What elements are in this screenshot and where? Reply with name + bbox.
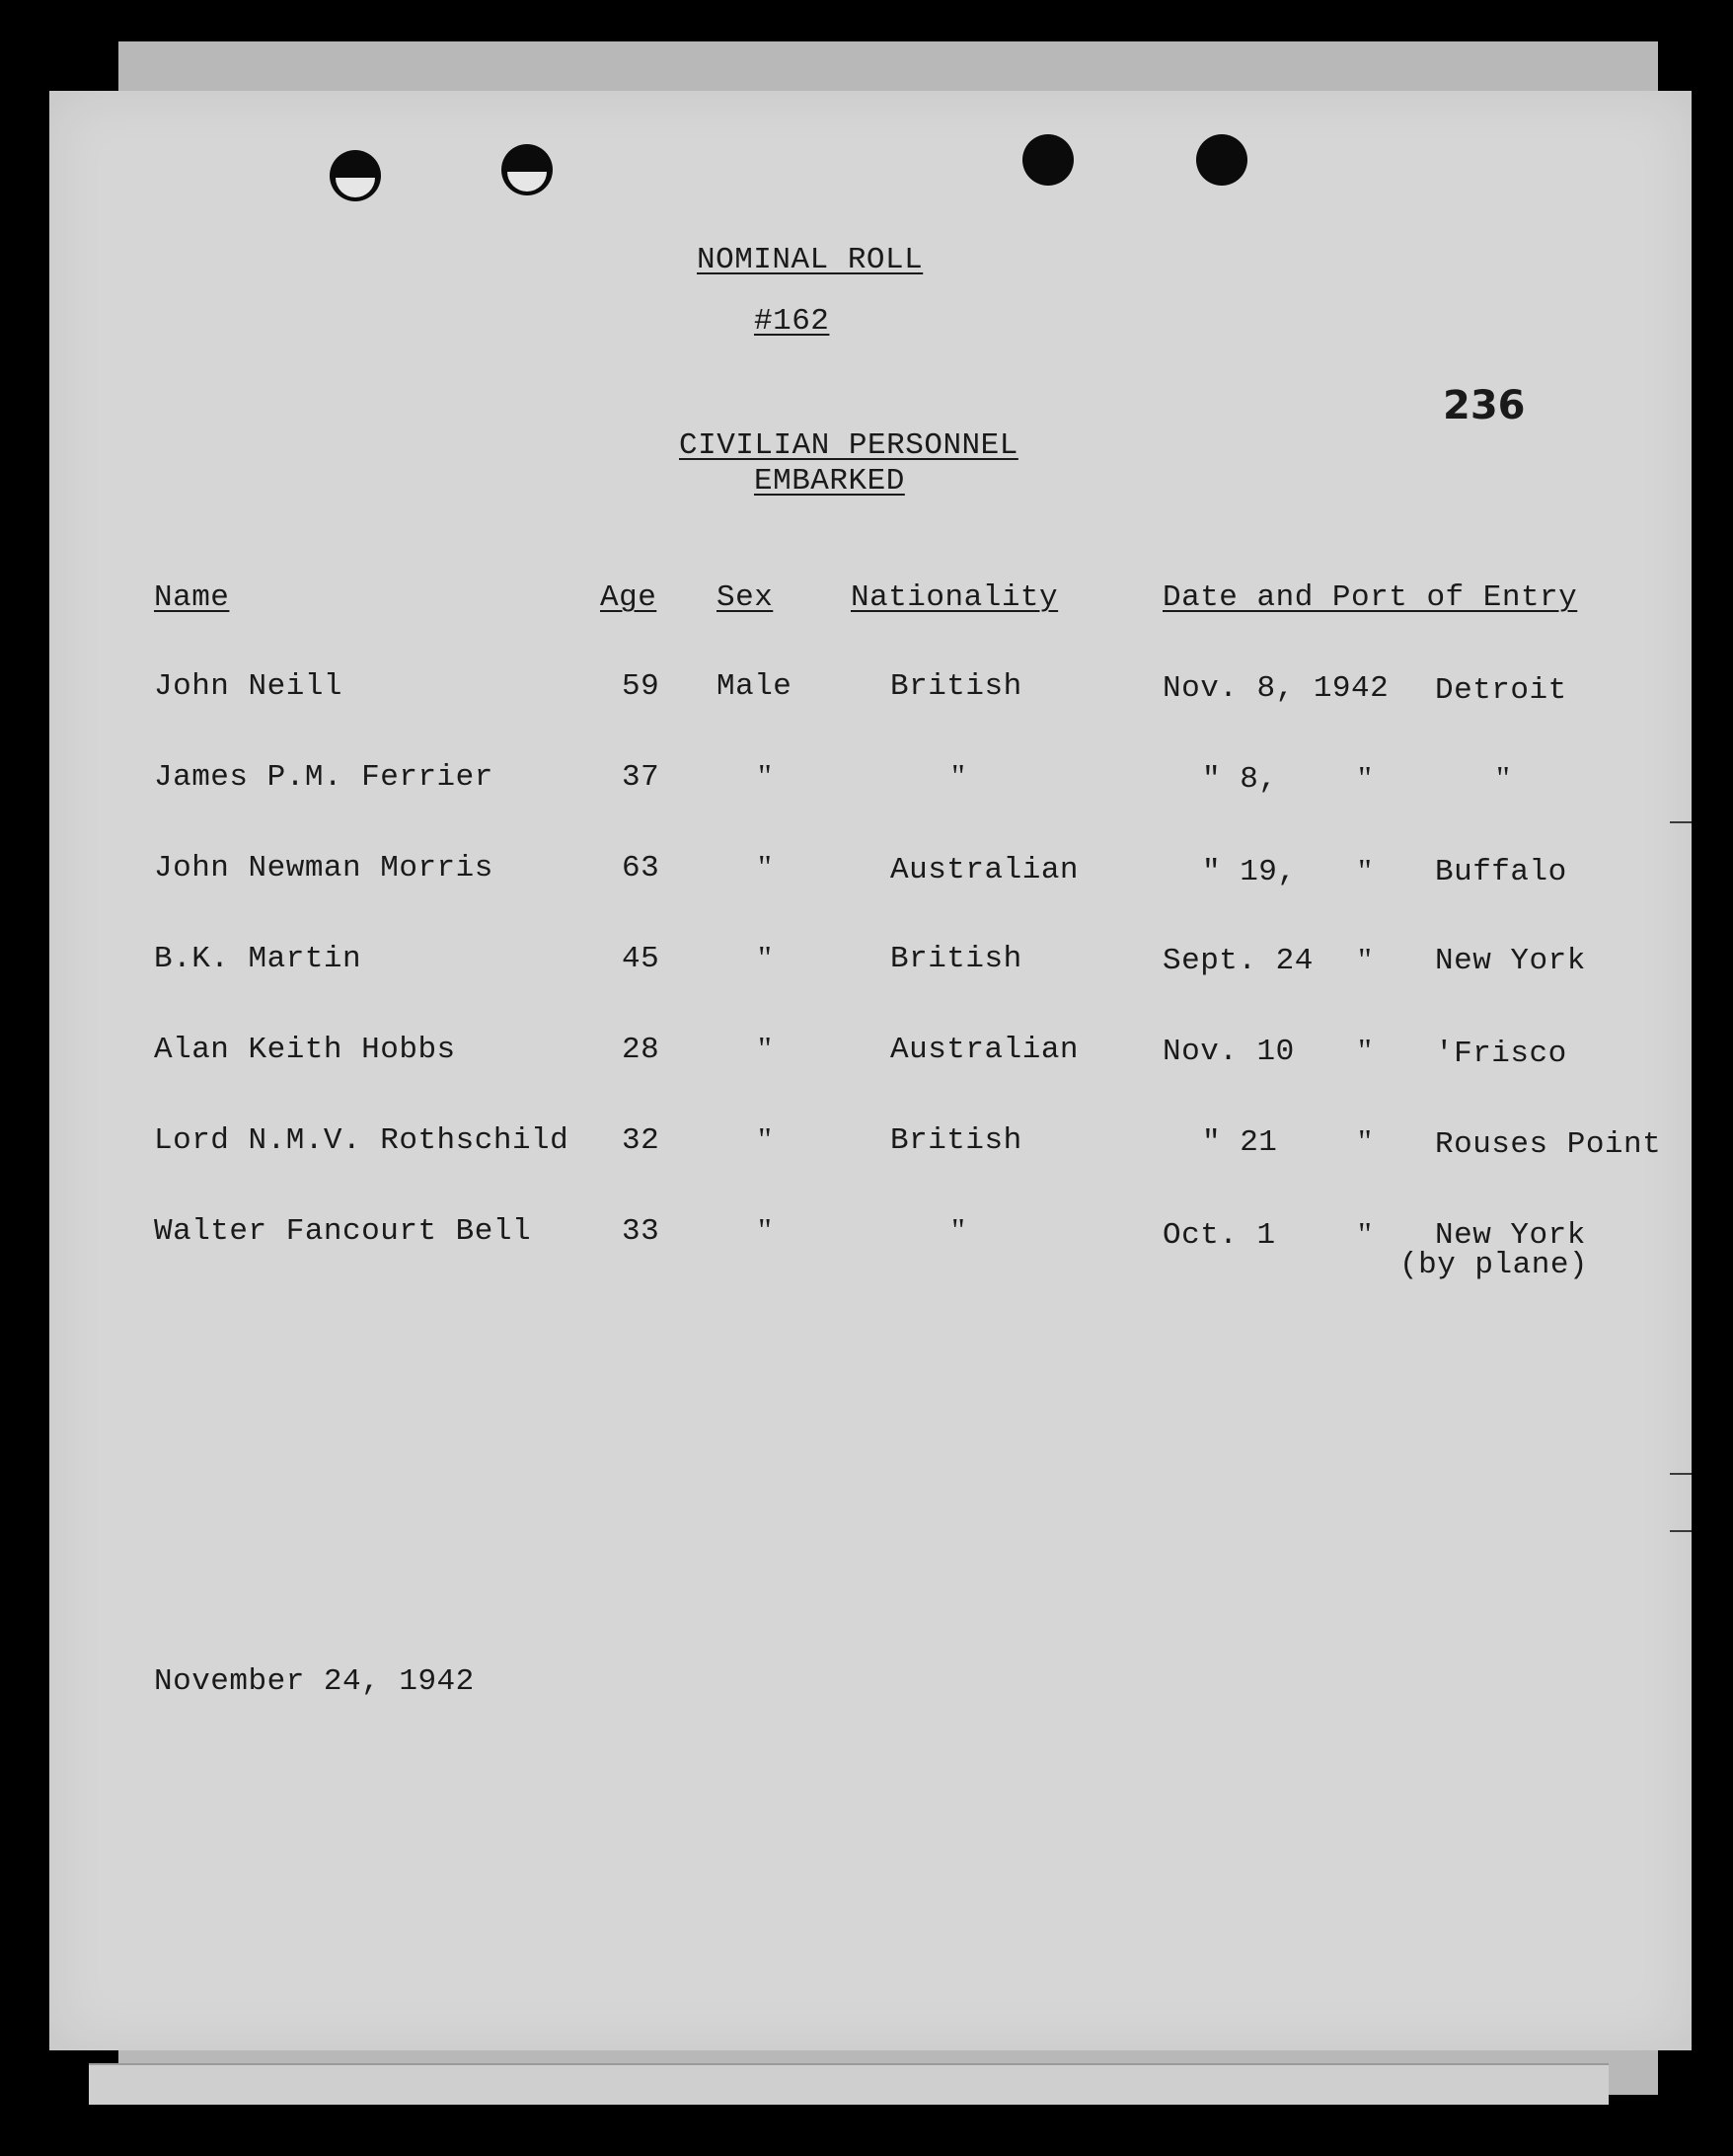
row-1-port: Detroit [1435, 673, 1567, 708]
header-nationality: Nationality [851, 580, 1059, 615]
row-7-date: Oct. 1 [1163, 1218, 1276, 1253]
row-2-port: " [1496, 760, 1511, 797]
row-5-port: 'Frisco [1435, 1037, 1567, 1071]
row-2-year-ditto: " [1358, 760, 1373, 797]
row-4-sex: " [758, 940, 773, 976]
row-7-sex: " [758, 1212, 773, 1249]
underlying-sheet-bottom-edge [89, 2063, 1609, 2105]
row-1-date: Nov. 8, 1942 [1163, 671, 1390, 706]
row-2-date: " 8, [1202, 762, 1278, 797]
row-4-name: B.K. Martin [154, 942, 362, 976]
header-age: Age [600, 580, 657, 615]
row-1-age: 59 [622, 669, 660, 704]
row-4-date: Sept. 24 [1163, 944, 1314, 978]
row-7-nationality: " [951, 1212, 966, 1249]
row-6-port: Rouses Point [1435, 1127, 1662, 1162]
row-7-port-note: (by plane) [1399, 1248, 1589, 1282]
page-number: 236 [1443, 383, 1526, 428]
row-5-year-ditto: " [1358, 1033, 1373, 1069]
row-3-date: " 19, [1202, 855, 1297, 889]
row-3-nationality: Australian [890, 853, 1080, 887]
row-5-age: 28 [622, 1033, 660, 1067]
row-6-date: " 21 [1202, 1125, 1278, 1160]
row-1-name: John Neill [154, 669, 343, 704]
row-4-age: 45 [622, 942, 660, 976]
header-sex: Sex [716, 580, 774, 615]
document-date: November 24, 1942 [154, 1664, 475, 1699]
row-1-nationality: British [890, 669, 1022, 704]
subtitle-line-2: EMBARKED [754, 464, 905, 499]
row-5-sex: " [758, 1031, 773, 1067]
row-7-port: New York [1435, 1218, 1586, 1253]
row-1-sex: Male [716, 669, 792, 704]
edge-mark [1670, 821, 1692, 823]
row-3-age: 63 [622, 851, 660, 886]
header-date-port: Date and Port of Entry [1163, 580, 1578, 615]
row-2-name: James P.M. Ferrier [154, 760, 493, 795]
row-3-name: John Newman Morris [154, 851, 493, 886]
edge-mark [1670, 1473, 1692, 1475]
punch-hole-icon [501, 144, 553, 195]
row-5-name: Alan Keith Hobbs [154, 1033, 456, 1067]
row-2-sex: " [758, 758, 773, 795]
row-5-nationality: Australian [890, 1033, 1080, 1067]
row-3-sex: " [758, 849, 773, 886]
edge-mark [1670, 1530, 1692, 1532]
header-name: Name [154, 580, 230, 615]
document-title: NOMINAL ROLL [697, 243, 924, 277]
row-6-nationality: British [890, 1123, 1022, 1158]
row-2-nationality: " [951, 758, 966, 795]
subtitle-line-1: CIVILIAN PERSONNEL [679, 428, 1018, 463]
row-6-sex: " [758, 1121, 773, 1158]
row-7-age: 33 [622, 1214, 660, 1249]
row-5-date: Nov. 10 [1163, 1035, 1295, 1069]
punch-hole-icon [1022, 134, 1074, 186]
row-7-name: Walter Fancourt Bell [154, 1214, 532, 1249]
row-4-port: New York [1435, 944, 1586, 978]
row-4-year-ditto: " [1358, 942, 1373, 978]
row-4-nationality: British [890, 942, 1022, 976]
row-3-year-ditto: " [1358, 853, 1373, 889]
punch-hole-icon [330, 150, 381, 201]
row-6-age: 32 [622, 1123, 660, 1158]
row-6-year-ditto: " [1358, 1123, 1373, 1160]
punch-hole-icon [1196, 134, 1247, 186]
row-2-age: 37 [622, 760, 660, 795]
row-7-year-ditto: " [1358, 1216, 1373, 1253]
roll-number: #162 [754, 304, 830, 339]
row-3-port: Buffalo [1435, 855, 1567, 889]
row-6-name: Lord N.M.V. Rothschild [154, 1123, 569, 1158]
